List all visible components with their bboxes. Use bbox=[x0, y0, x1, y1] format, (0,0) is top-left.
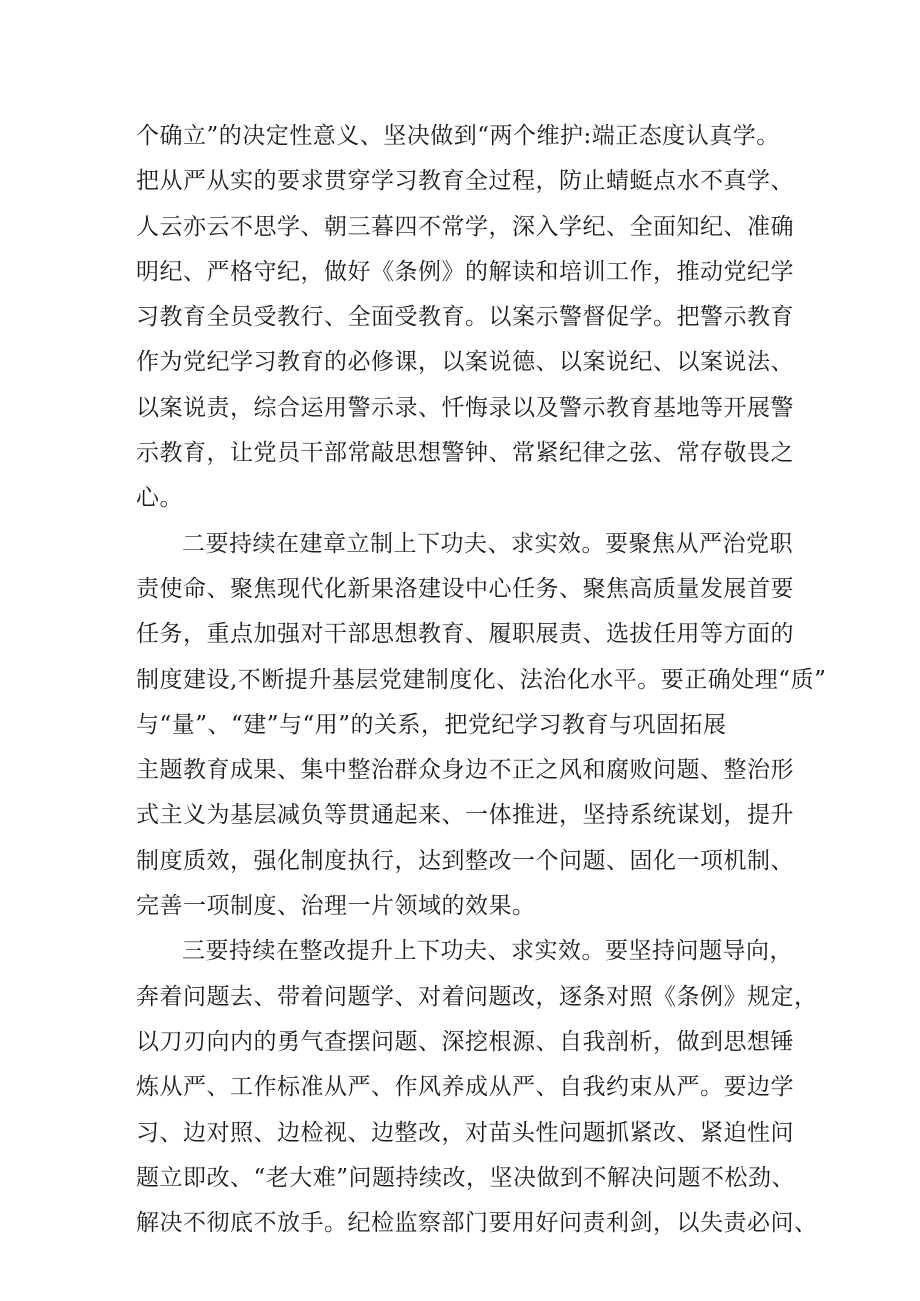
text-line: 明纪、严格守纪，做好《条例》的解读和培训工作，推动党纪学 bbox=[136, 258, 794, 285]
body-text bbox=[136, 114, 827, 1246]
text-line: 示教育，让党员干部常敲思想警钟、常紧纪律之弦、常存敬畏之 bbox=[136, 440, 794, 467]
text-line: 三要持续在整改提升上下功夫、求实效。要坚持问题导向， bbox=[182, 938, 793, 965]
text-line: 责使命、聚焦现代化新果洛建设中心任务、聚焦高质量发展首要 bbox=[136, 575, 794, 602]
paragraph-3 bbox=[136, 929, 818, 1246]
text-line: 主题教育成果、集中整治群众身边不正之风和腐败问题、整治形 bbox=[136, 757, 794, 784]
text-line: 以案说责，综合运用警示录、忏悔录以及警示教育基地等开展警 bbox=[136, 394, 794, 421]
text-line: 题立即改、“老大难”问题持续改，坚决做到不解决问题不松劲、 bbox=[136, 1164, 796, 1191]
text-line: 作为党纪学习教育的必修课，以案说德、以案说纪、以案说法、 bbox=[136, 349, 794, 376]
text-line: 解决不彻底不放手。纪检监察部门要用好问责利剑，以失责必问、 bbox=[136, 1210, 818, 1237]
text-line: 任务，重点加强对干部思想教育、履职展责、选拔任用等方面的 bbox=[136, 621, 794, 648]
text-line: 式主义为基层减负等贯通起来、一体推进，坚持系统谋划，提升 bbox=[136, 802, 794, 829]
text-line: 制度建设,不断提升基层党建制度化、法治化水平。要正确处理“质” bbox=[136, 666, 827, 693]
text-line: 个确立”的决定性意义、坚决做到“两个维护:端正态度认真学。 bbox=[136, 123, 780, 149]
text-line: 奔着问题去、带着问题学、对着问题改，逐条对照《条例》规定， bbox=[136, 983, 818, 1010]
text-line: 人云亦云不思学、朝三暮四不常学，深入学纪、全面知纪、准确 bbox=[136, 213, 794, 240]
text-line: 习、边对照、边检视、边整改，对苗头性问题抓紧改、紧迫性问 bbox=[136, 1119, 794, 1146]
paragraph-1 bbox=[136, 114, 796, 522]
text-line: 与“量”、“建”与“用”的关系，把党纪学习教育与巩固拓展 bbox=[136, 711, 727, 738]
paragraph-2 bbox=[136, 522, 827, 930]
text-line: 二要持续在建章立制上下功夫、求实效。要聚焦从严治党职 bbox=[182, 530, 793, 557]
text-line: 制度质效，强化制度执行，达到整改一个问题、固化一项机制、 bbox=[136, 847, 794, 874]
text-line: 以刀刃向内的勇气查摆问题、深挖根源、自我剖析，做到思想锤 bbox=[136, 1028, 794, 1055]
text-line: 完善一项制度、治理一片领域的效果。 bbox=[136, 893, 536, 920]
text-line: 把从严从实的要求贯穿学习教育全过程，防止蜻蜓点水不真学、 bbox=[136, 168, 794, 195]
text-line: 炼从严、工作标准从严、作风养成从严、自我约束从严。要边学 bbox=[136, 1074, 794, 1101]
text-line: 习教育全员受教行、全面受教育。以案示警督促学。把警示教育 bbox=[136, 304, 794, 331]
text-line: 心。 bbox=[136, 485, 183, 512]
